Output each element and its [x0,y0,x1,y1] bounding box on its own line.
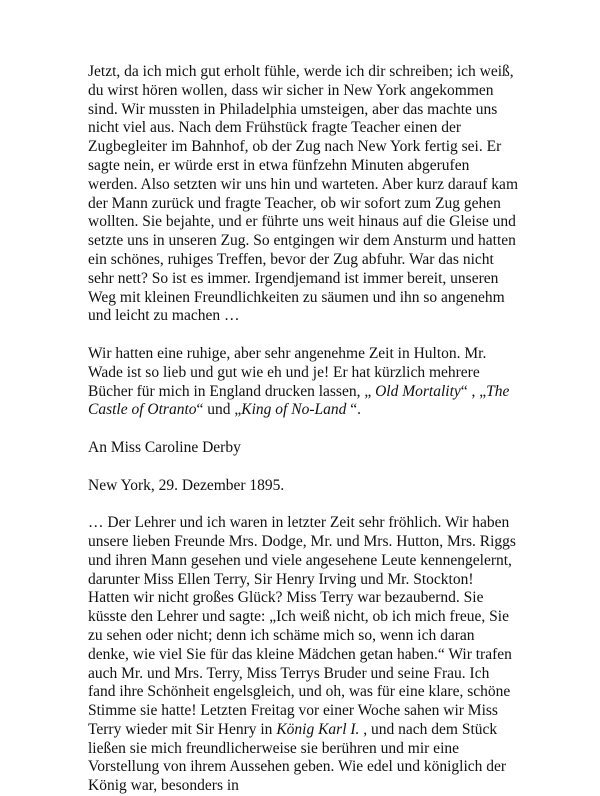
letter-page [88,63,518,796]
book-title-castle-of-otranto: The Castle of Otranto [88,382,510,419]
paragraph-hulton-text: Wir hatten eine ruhige, aber sehr angenehme Zeit in Hulton. Mr. Wade ist so lieb und gut wie eh und je! Er hat kürzlich mehrere Bücher für mich in England drucken lassen, „ [88,344,487,400]
paragraph-hulton [88,345,518,420]
paragraph-terry-end: , und nach dem Stück ließen sie mich freundlicherweise sie berühren und mir eine Vorstellung von ihrem Aussehen geben. Wie edel und königlich der König war, besonders in [88,720,507,795]
book-title-king-of-no-land: King of No-Land [241,401,347,419]
title-separator: “ , „ [460,382,487,400]
paragraph-terry-text: … Der Lehrer und ich waren in letzter Zeit sehr fröhlich. Wir haben unsere lieben Freunde Mrs. Dodge, Mr. und Mrs. Hutton, Mrs. Riggs und ihren Mann gesehen und viele angesehene Leute kennengelernt, darunter Miss Ellen Terry, Sir Henry Irving und Mr. Stockton! Hatten wir nicht großes Glück? Miss Terry war bezaubernd. Sie küsste den Lehrer und sagte: „Ich weiß nicht, ob ich mich freue, Sie zu sehen oder nicht; denn ich schäme mich so, wenn ich daran denke, wie viel Sie für das kleine Mädchen getan haben.“ Wir trafen auch Mr. und Mrs. Terry, Miss Terrys Bruder und seine Frau. Ich fand ihre Schönheit engelsgleich, und oh, was für eine klare, schöne Stimme sie hatte! Letzten Freitag vor einer Woche sahen wir Miss Terry wieder mit Sir Henry in [88,514,516,738]
date-line: New York, 29. Dezember 1895. [88,476,285,494]
play-title-koenig-karl: König Karl I. [276,720,360,738]
book-title-old-mortality: Old Mortality [375,382,461,400]
paragraph-hulton-end: “. [346,401,361,419]
paragraph-arrival: Jetzt, da ich mich gut erholt fühle, werde ich dir schreiben; ich weiß, du wirst hören wollen, dass wir sicher in New York angekommen sind. Wir mussten in Philadelphia umsteigen, aber das machte uns nicht viel aus. Nach dem Frühstück fragte Teacher einen der Zugbegleiter im Bahnhof, ob der Zug nach New York fertig sei. Er sagte nein, er würde erst in etwa fünfzehn Minuten abgerufen werden. Also setzten wir uns hin und warteten. Aber kurz darauf kam der Mann zurück und fragte Teacher, ob wir sofort zum Zug gehen wollten. Sie bejahte, und er führte uns weit hinaus auf die Gleise und setzte uns in unseren Zug. So entgingen wir dem Ansturm und hatten ein schönes, ruhiges Treffen, bevor der Zug abfuhr. War das nicht sehr nett? So ist es immer. Irgendjemand ist immer bereit, unseren Weg mit kleinen Freundlichkeiten zu säumen und ihn so angenehm und leicht zu machen … [88,63,518,325]
paragraph-terry [88,514,518,796]
title-separator: “ und „ [196,401,242,419]
recipient-line: An Miss Caroline Derby [88,438,241,456]
